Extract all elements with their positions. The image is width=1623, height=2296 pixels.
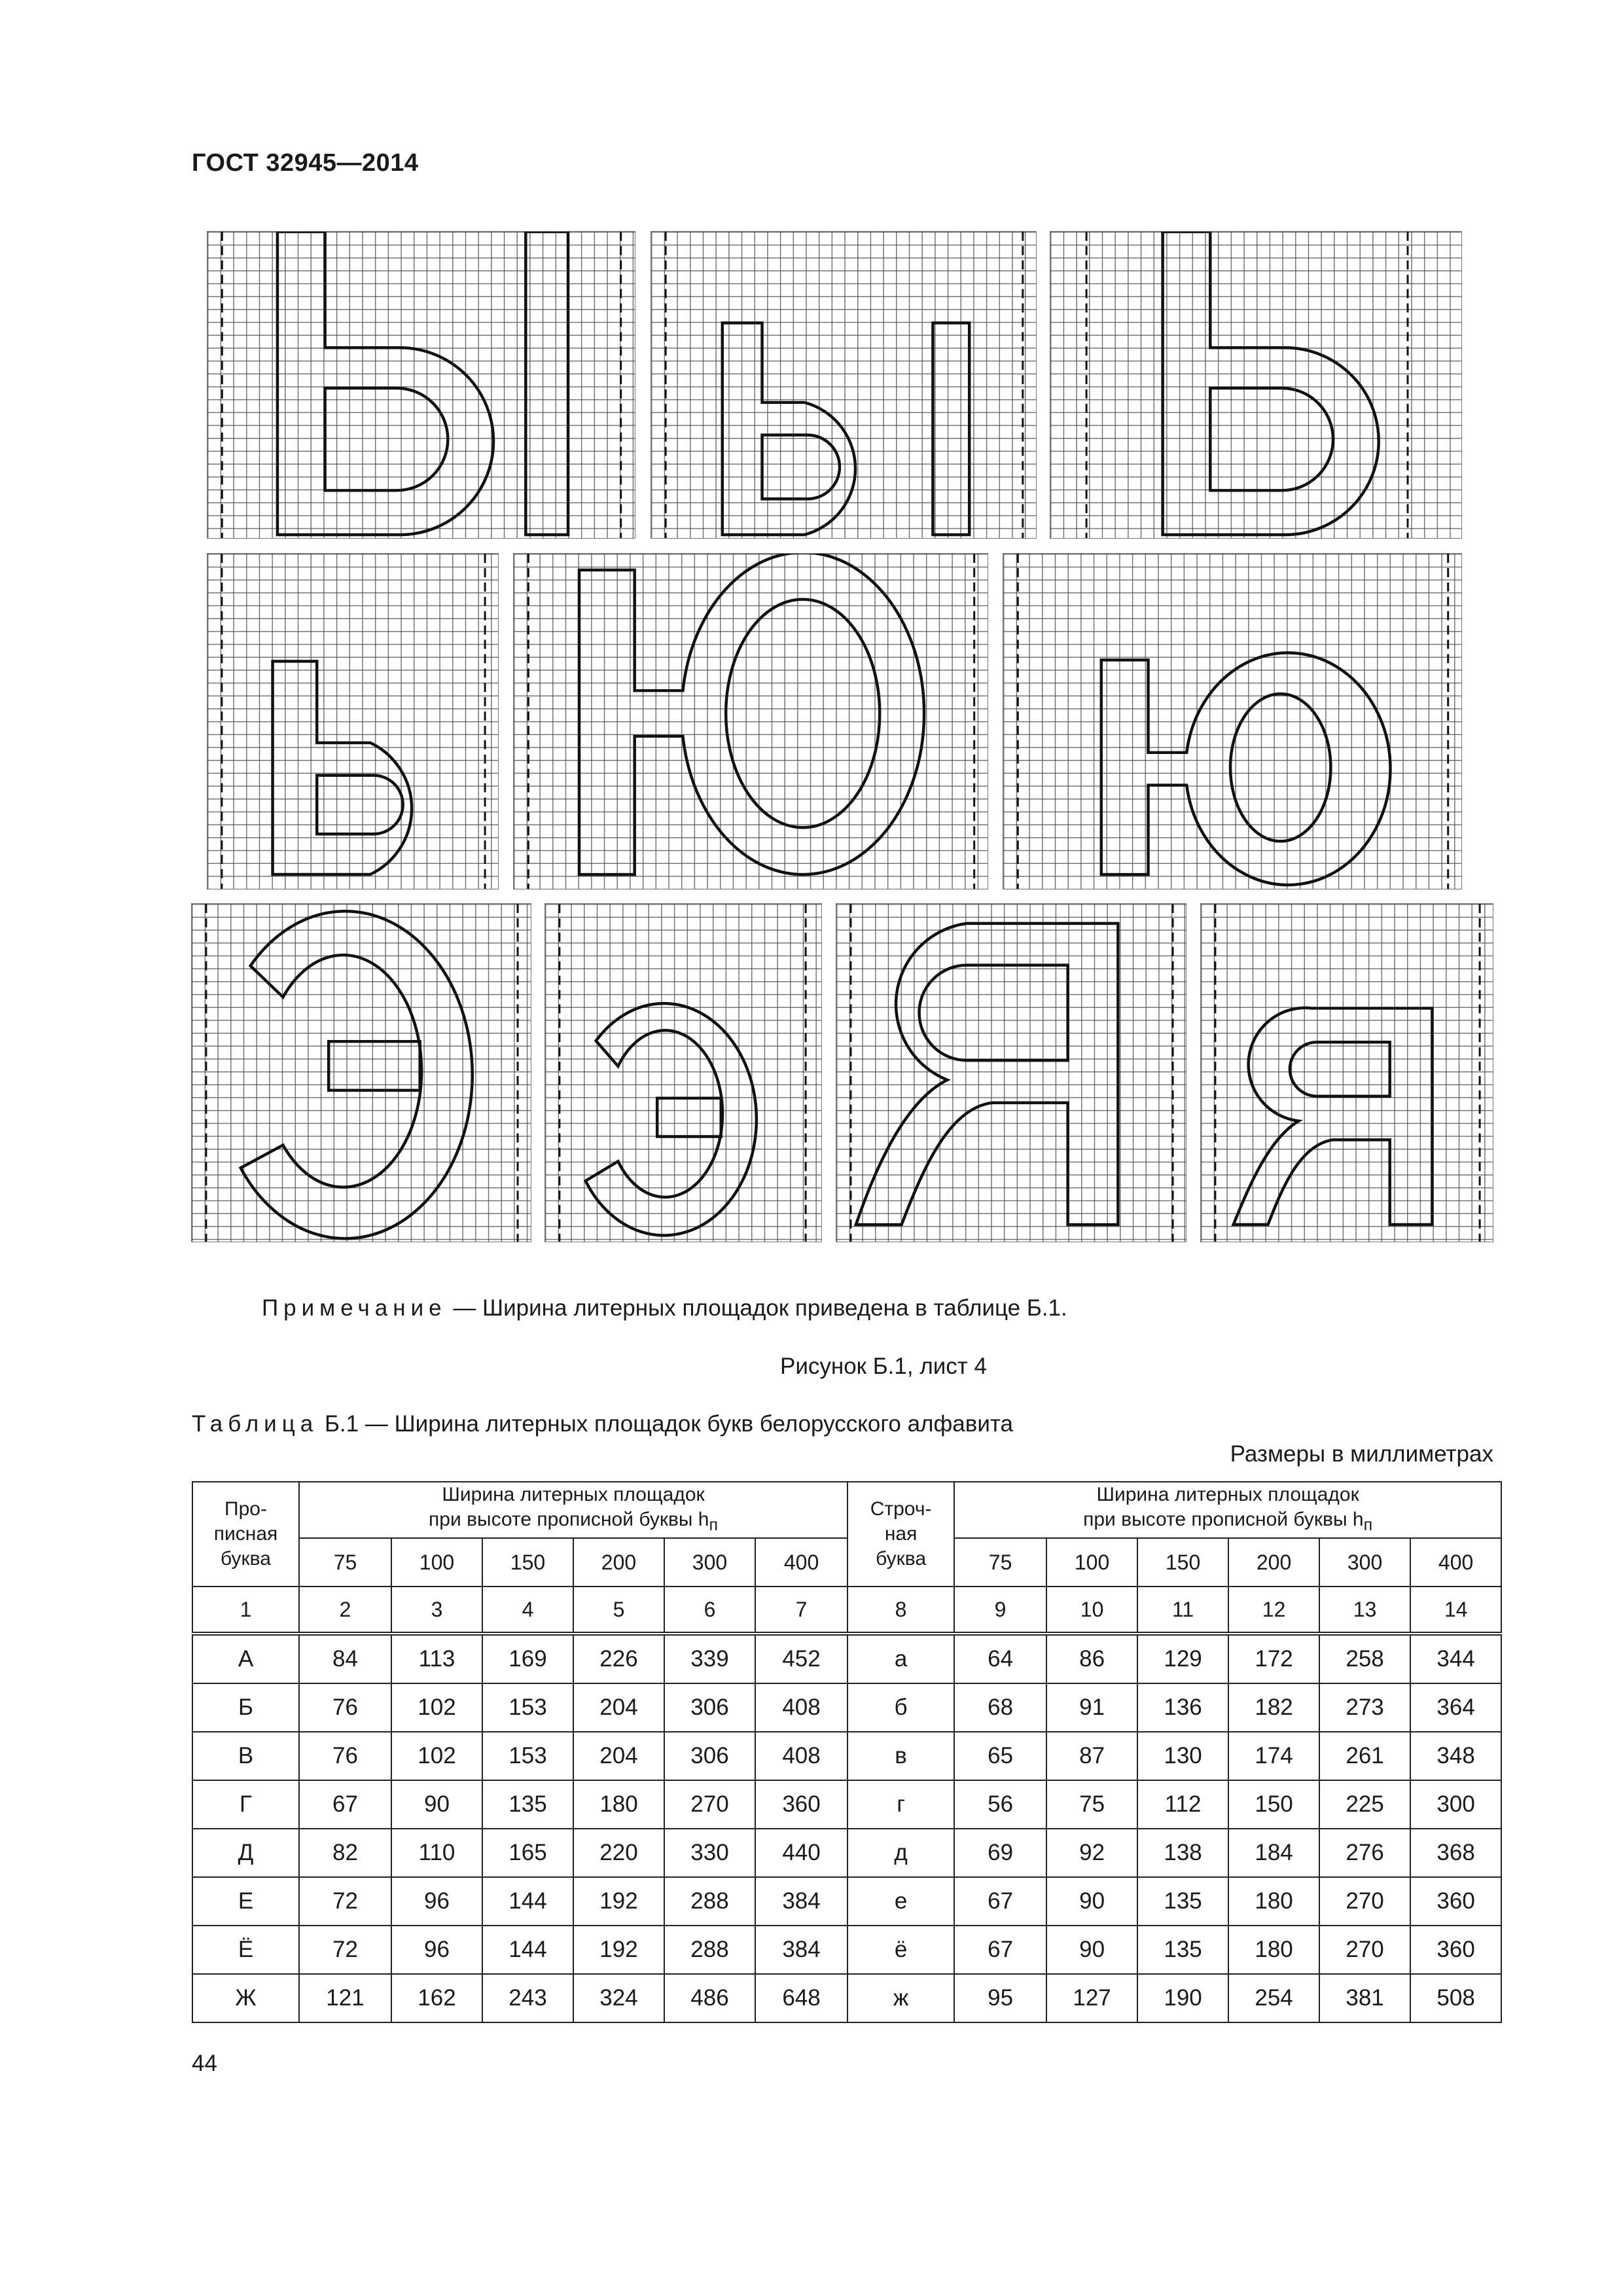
figure-caption: Рисунок Б.1, лист 4 [779, 1354, 988, 1379]
figure-note [262, 1295, 1067, 1321]
width-cell: 344 [1410, 1634, 1501, 1683]
width-cell: 408 [755, 1683, 847, 1732]
width-cell: 90 [1046, 1926, 1137, 1974]
letter-cell: а [847, 1634, 954, 1683]
width-cell: 184 [1228, 1829, 1319, 1877]
letter-cell: д [847, 1829, 954, 1877]
table-row [192, 1634, 1501, 1683]
width-cell: 180 [1228, 1877, 1319, 1926]
height-header: 75 [299, 1538, 391, 1587]
table-units: Размеры в миллиметрах [1230, 1441, 1493, 1467]
letter-width-table [192, 1481, 1502, 2023]
width-cell: 165 [482, 1829, 573, 1877]
note-label: Примечание [262, 1295, 447, 1321]
width-group-text: Ширина литерных площадок при высоте прописной буквы h [1083, 1484, 1364, 1530]
width-cell: 182 [1228, 1683, 1319, 1732]
column-index: 11 [1137, 1587, 1228, 1634]
letter-cell: Ж [192, 1974, 299, 2022]
width-cell: 82 [299, 1829, 391, 1877]
width-cell: 288 [664, 1877, 755, 1926]
lower-letter-header: Строч- ная буква [847, 1482, 954, 1587]
letter-cell: ж [847, 1974, 954, 2022]
width-cell: 76 [299, 1683, 391, 1732]
column-index: 2 [299, 1587, 391, 1634]
width-cell: 508 [1410, 1974, 1501, 2022]
width-cell: 276 [1319, 1829, 1410, 1877]
height-header: 400 [1410, 1538, 1501, 1587]
width-cell: 180 [573, 1780, 664, 1829]
column-index: 12 [1228, 1587, 1319, 1634]
width-cell: 113 [391, 1634, 482, 1683]
width-cell: 368 [1410, 1829, 1501, 1877]
width-cell: 324 [573, 1974, 664, 2022]
height-header: 300 [1319, 1538, 1410, 1587]
table-title: Б.1 — Ширина литерных площадок букв белорусского алфавита [318, 1411, 1013, 1437]
width-cell: 204 [573, 1732, 664, 1780]
column-index: 14 [1410, 1587, 1501, 1634]
width-cell: 76 [299, 1732, 391, 1780]
height-header: 300 [664, 1538, 755, 1587]
table-caption [192, 1411, 1013, 1437]
letter-cell: ё [847, 1926, 954, 1974]
width-cell: 144 [482, 1877, 573, 1926]
width-cell: 86 [1046, 1634, 1137, 1683]
width-cell: 486 [664, 1974, 755, 2022]
width-cell: 129 [1137, 1634, 1228, 1683]
width-cell: 92 [1046, 1829, 1137, 1877]
width-cell: 339 [664, 1634, 755, 1683]
width-cell: 204 [573, 1683, 664, 1732]
column-index: 7 [755, 1587, 847, 1634]
table-row [192, 1877, 1501, 1926]
letter-cell: г [847, 1780, 954, 1829]
width-cell: 408 [755, 1732, 847, 1780]
width-cell: 153 [482, 1683, 573, 1732]
width-cell: 136 [1137, 1683, 1228, 1732]
width-cell: 102 [391, 1683, 482, 1732]
width-cell: 96 [391, 1926, 482, 1974]
letter-grid-Я-upper [836, 903, 1186, 1242]
width-cell: 440 [755, 1829, 847, 1877]
column-index: 10 [1046, 1587, 1137, 1634]
width-cell: 90 [391, 1780, 482, 1829]
document-header: ГОСТ 32945—2014 [192, 149, 419, 177]
width-cell: 330 [664, 1829, 755, 1877]
letter-cell: В [192, 1732, 299, 1780]
letter-grid-э-lower [544, 903, 822, 1242]
width-cell: 112 [1137, 1780, 1228, 1829]
lower-width-group-header [954, 1482, 1501, 1538]
height-header: 100 [391, 1538, 482, 1587]
width-cell: 75 [1046, 1780, 1137, 1829]
width-cell: 270 [1319, 1926, 1410, 1974]
height-header: 200 [1228, 1538, 1319, 1587]
width-cell: 138 [1137, 1829, 1228, 1877]
width-cell: 300 [1410, 1780, 1501, 1829]
width-cell: 192 [573, 1877, 664, 1926]
width-cell: 84 [299, 1634, 391, 1683]
width-cell: 96 [391, 1877, 482, 1926]
column-index: 3 [391, 1587, 482, 1634]
column-index: 9 [954, 1587, 1046, 1634]
letter-grid-ы-lower [651, 231, 1037, 539]
width-cell: 135 [1137, 1877, 1228, 1926]
height-header: 400 [755, 1538, 847, 1587]
width-cell: 254 [1228, 1974, 1319, 2022]
width-cell: 648 [755, 1974, 847, 2022]
width-cell: 64 [954, 1634, 1046, 1683]
letter-cell: б [847, 1683, 954, 1732]
width-cell: 90 [1046, 1877, 1137, 1926]
letter-grid-Э-upper [191, 903, 531, 1242]
letter-grid-ю-lower [1003, 553, 1462, 889]
width-cell: 192 [573, 1926, 664, 1974]
width-cell: 67 [299, 1780, 391, 1829]
letter-cell: Г [192, 1780, 299, 1829]
width-cell: 261 [1319, 1732, 1410, 1780]
width-group-subscript: п [1363, 1516, 1373, 1534]
width-cell: 87 [1046, 1732, 1137, 1780]
height-header: 100 [1046, 1538, 1137, 1587]
height-header: 200 [573, 1538, 664, 1587]
table-label: Таблица [192, 1411, 319, 1437]
table-row [192, 1732, 1501, 1780]
column-index: 13 [1319, 1587, 1410, 1634]
letter-cell: Ё [192, 1926, 299, 1974]
width-cell: 162 [391, 1974, 482, 2022]
letter-cell: Б [192, 1683, 299, 1732]
width-cell: 121 [299, 1974, 391, 2022]
letter-cell: Е [192, 1877, 299, 1926]
width-cell: 270 [1319, 1877, 1410, 1926]
column-index: 5 [573, 1587, 664, 1634]
width-cell: 65 [954, 1732, 1046, 1780]
width-cell: 384 [755, 1877, 847, 1926]
column-index: 8 [847, 1587, 954, 1634]
column-index: 4 [482, 1587, 573, 1634]
width-cell: 225 [1319, 1780, 1410, 1829]
width-cell: 144 [482, 1926, 573, 1974]
note-text: — Ширина литерных площадок приведена в таблице Б.1. [446, 1295, 1067, 1321]
width-cell: 270 [664, 1780, 755, 1829]
table-row [192, 1926, 1501, 1974]
width-cell: 360 [1410, 1926, 1501, 1974]
letter-grid-я-lower [1200, 903, 1493, 1242]
width-cell: 135 [482, 1780, 573, 1829]
width-cell: 306 [664, 1683, 755, 1732]
table-row [192, 1974, 1501, 2022]
width-cell: 153 [482, 1732, 573, 1780]
width-cell: 69 [954, 1829, 1046, 1877]
letter-cell: в [847, 1732, 954, 1780]
width-cell: 360 [1410, 1877, 1501, 1926]
letter-grid-Ю-upper [513, 553, 988, 889]
table-row [192, 1829, 1501, 1877]
width-cell: 91 [1046, 1683, 1137, 1732]
table-row [192, 1780, 1501, 1829]
width-cell: 150 [1228, 1780, 1319, 1829]
letter-cell: е [847, 1877, 954, 1926]
width-cell: 110 [391, 1829, 482, 1877]
height-header: 150 [482, 1538, 573, 1587]
width-cell: 190 [1137, 1974, 1228, 2022]
width-cell: 273 [1319, 1683, 1410, 1732]
width-cell: 95 [954, 1974, 1046, 2022]
width-cell: 130 [1137, 1732, 1228, 1780]
width-cell: 381 [1319, 1974, 1410, 2022]
width-cell: 360 [755, 1780, 847, 1829]
width-cell: 72 [299, 1877, 391, 1926]
width-cell: 68 [954, 1683, 1046, 1732]
width-cell: 288 [664, 1926, 755, 1974]
width-group-text: Ширина литерных площадок при высоте прописной буквы h [429, 1484, 709, 1530]
letter-cell: А [192, 1634, 299, 1683]
letter-cell: Д [192, 1829, 299, 1877]
width-cell: 243 [482, 1974, 573, 2022]
width-cell: 452 [755, 1634, 847, 1683]
upper-letter-header: Про- писная буква [192, 1482, 299, 1587]
column-index: 1 [192, 1587, 299, 1634]
upper-width-group-header [299, 1482, 847, 1538]
width-cell: 226 [573, 1634, 664, 1683]
width-cell: 135 [1137, 1926, 1228, 1974]
width-cell: 174 [1228, 1732, 1319, 1780]
letter-grid-ь-lower [207, 553, 499, 889]
table-row [192, 1683, 1501, 1732]
column-index: 6 [664, 1587, 755, 1634]
page-number: 44 [192, 2051, 217, 2076]
width-cell: 384 [755, 1926, 847, 1974]
width-cell: 72 [299, 1926, 391, 1974]
width-cell: 364 [1410, 1683, 1501, 1732]
width-cell: 180 [1228, 1926, 1319, 1974]
width-cell: 127 [1046, 1974, 1137, 2022]
width-cell: 258 [1319, 1634, 1410, 1683]
height-header: 75 [954, 1538, 1046, 1587]
width-group-subscript: п [709, 1516, 719, 1534]
width-cell: 348 [1410, 1732, 1501, 1780]
width-cell: 169 [482, 1634, 573, 1683]
width-cell: 172 [1228, 1634, 1319, 1683]
width-cell: 220 [573, 1829, 664, 1877]
width-cell: 306 [664, 1732, 755, 1780]
letter-grid-Ы-upper [207, 231, 635, 539]
width-cell: 102 [391, 1732, 482, 1780]
letter-grid-Ь-upper [1050, 231, 1462, 539]
height-header: 150 [1137, 1538, 1228, 1587]
width-cell: 56 [954, 1780, 1046, 1829]
width-cell: 67 [954, 1926, 1046, 1974]
width-cell: 67 [954, 1877, 1046, 1926]
